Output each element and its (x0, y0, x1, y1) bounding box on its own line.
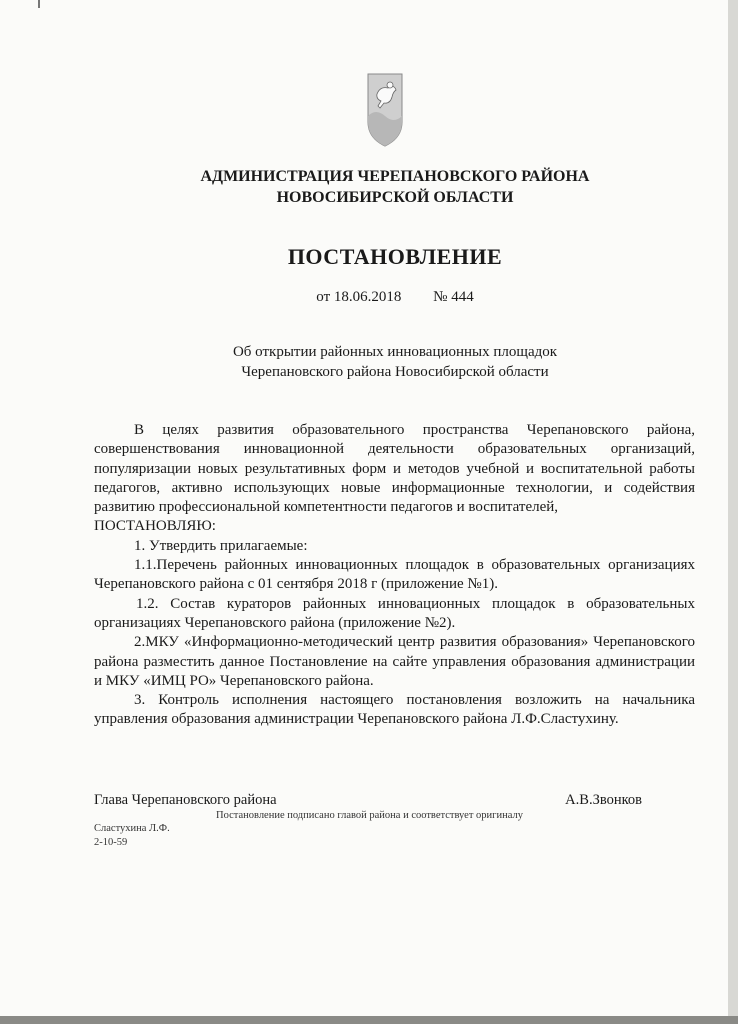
subject-line-1: Об открытии районных инновационных площадок (232, 344, 558, 360)
preamble-paragraph: В целях развития образовательного пространства Черепановского района, совершенствования инновационной деятельности образовательных организаций, популяризации новых результативных форм и методов учебной и воспитательной работы педагогов, активно использующих новые информационные технологии, и содействия развитию профессиональной компетентности педагогов и воспитателей, (94, 422, 695, 516)
item-1-1: 1.1.Перечень районных инновационных площадок в образовательных организациях Черепановского района с 01 сентября 2018 г (приложение №1). (94, 557, 695, 593)
coat-of-arms-icon (366, 72, 404, 148)
subject-line-2: Черепановского района Новосибирской области (241, 364, 549, 380)
executor-phone: 2-10-59 (94, 837, 128, 848)
page-corner-mark (38, 0, 40, 8)
item-3: 3. Контроль исполнения настоящего постановления возложить на начальника управления образования администрации Черепановского района Л.Ф.Сластухину. (94, 692, 695, 728)
organization-name (100, 166, 690, 208)
signature-block (94, 792, 642, 809)
page-edge-bottom (0, 1016, 738, 1024)
document-date-number (100, 289, 690, 306)
item-1-2: 1.2. Состав кураторов районных инновационных площадок в образовательных организациях Черепановского района (приложение №2). (94, 595, 695, 631)
signatory-name: А.В.Звонков (565, 792, 642, 808)
document-body (94, 421, 695, 730)
page-edge-right (728, 0, 738, 1024)
executor-name: Сластухина Л.Ф. (94, 823, 170, 834)
item-2: 2.МКУ «Информационно-методический центр развития образования» Черепановского района разместить данное Постановление на сайте управления образования администрации и МКУ «ИМЦ РО» Черепановского района. (94, 634, 695, 689)
signatory-position: Глава Черепановского района (94, 792, 277, 808)
document-number: № 444 (433, 289, 474, 305)
org-line-1: АДМИНИСТРАЦИЯ ЧЕРЕПАНОВСКОГО РАЙОНА (200, 168, 590, 185)
item-1: 1. Утвердить прилагаемые: (134, 537, 308, 554)
executor-block (94, 822, 170, 850)
decree-word: ПОСТАНОВЛЯЮ: (94, 518, 216, 535)
org-line-2: НОВОСИБИРСКОЙ ОБЛАСТИ (276, 189, 514, 206)
document-date: от 18.06.2018 (316, 289, 402, 305)
certification-note: Постановление подписано главой района и соответствует оригиналу (216, 810, 523, 821)
document-title: ПОСТАНОВЛЕНИЕ (287, 244, 503, 269)
document-subject (100, 342, 690, 382)
